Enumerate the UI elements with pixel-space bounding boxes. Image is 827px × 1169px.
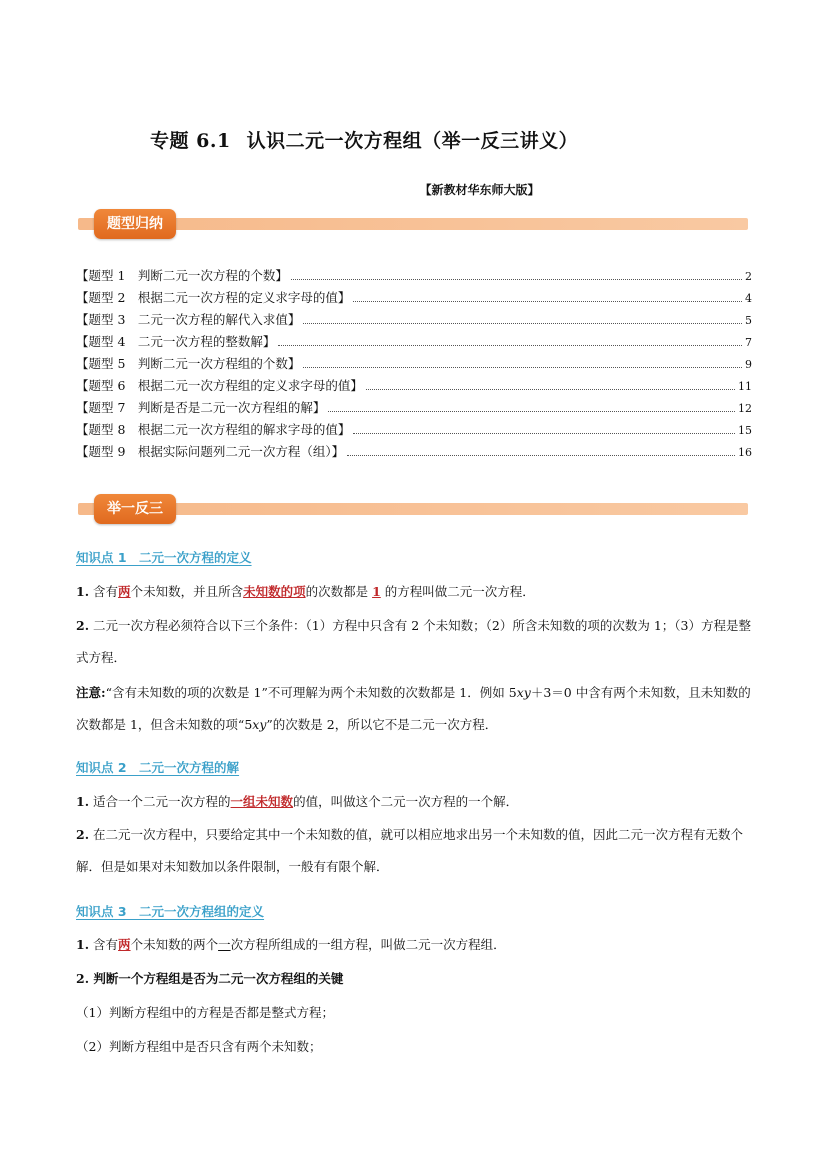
toc-item-page: 11 <box>738 380 752 393</box>
toc-leader-dots <box>303 314 742 324</box>
toc-item-label: 【题型 2 根据二元一次方程的定义求字母的值】 <box>76 290 351 305</box>
toc-item-page: 2 <box>745 270 752 283</box>
kp3-para-2: 2. 判断一个方程组是否为二元一次方程组的关键 <box>76 971 344 986</box>
toc-item-label: 【题型 1 判断二元一次方程的个数】 <box>76 268 288 283</box>
toc-leader-dots <box>353 292 742 302</box>
kp3-heading: 知识点 3 二元一次方程组的定义 <box>76 904 265 919</box>
kp3-para-3: （1）判断方程组中的方程是否都是整式方程； <box>76 1005 334 1020</box>
toc-item[interactable] <box>76 398 752 420</box>
toc-item[interactable] <box>76 354 752 376</box>
toc-item[interactable] <box>76 376 752 398</box>
toc-banner-tab: 题型归纳 <box>94 209 176 239</box>
toc-item-page: 4 <box>745 292 752 305</box>
title-number: 专题 6.1 <box>150 130 231 152</box>
toc-item[interactable] <box>76 310 752 332</box>
toc-item[interactable] <box>76 420 752 442</box>
toc-item-page: 5 <box>745 314 752 327</box>
kp1-heading: 知识点 1 二元一次方程的定义 <box>76 550 252 565</box>
toc-item[interactable] <box>76 332 752 354</box>
kp1-para-2: 2. 二元一次方程必须符合以下三个条件：（1）方程中只含有 2 个未知数；（2）所含未知数的项的次数为 1；（3）方程是整式方程． <box>76 618 751 665</box>
toc-banner <box>78 212 748 238</box>
toc-leader-dots <box>347 446 735 456</box>
toc-item-label: 【题型 4 二元一次方程的整数解】 <box>76 334 276 349</box>
kp3-para-1: 1. 含有两个未知数的两个一次方程所组成的一组方程，叫做二元一次方程组． <box>76 937 506 952</box>
toc-leader-dots <box>366 380 735 390</box>
toc-item[interactable] <box>76 266 752 288</box>
toc-leader-dots <box>353 424 735 434</box>
examples-banner-tab: 举一反三 <box>94 494 176 524</box>
toc-item-label: 【题型 8 根据二元一次方程组的解求字母的值】 <box>76 422 351 437</box>
toc-item-page: 7 <box>745 336 752 349</box>
title-text: 认识二元一次方程组（举一反三讲义） <box>246 130 579 152</box>
toc-item-label: 【题型 5 判断二元一次方程组的个数】 <box>76 356 301 371</box>
kp1-para-1: 1. 含有两个未知数，并且所含未知数的项的次数都是 1 的方程叫做二元一次方程． <box>76 584 535 599</box>
kp1-note: 注意:“含有未知数的项的次数是 1”不可理解为两个未知数的次数都是 1．例如 5xy＋3＝0 中含有两个未知数，且未知数的次数都是 1，但含未知数的项“5xy”的次数是 2，所以它不是二元一次方程． <box>76 685 751 732</box>
toc-item[interactable] <box>76 288 752 310</box>
kp2-para-2: 2. 在二元一次方程中，只要给定其中一个未知数的值，就可以相应地求出另一个未知数的值，因此二元一次方程有无数个解．但是如果对未知数加以条件限制，一般有有限个解． <box>76 827 744 874</box>
toc-item-page: 12 <box>738 402 752 415</box>
kp3-para-4: （2）判断方程组中是否只含有两个未知数； <box>76 1039 322 1054</box>
toc-item-page: 9 <box>745 358 752 371</box>
kp2-heading: 知识点 2 二元一次方程的解 <box>76 760 240 775</box>
edition-label: 【新教材华东师大版】 <box>419 183 540 197</box>
toc-item-label: 【题型 7 判断是否是二元一次方程组的解】 <box>76 400 326 415</box>
table-of-contents <box>76 266 752 464</box>
toc-item-page: 15 <box>738 424 752 437</box>
kp2-para-1: 1. 适合一个二元一次方程的一组未知数的值，叫做这个二元一次方程的一个解． <box>76 794 519 809</box>
toc-leader-dots <box>303 358 742 368</box>
examples-banner-bar <box>78 503 748 515</box>
examples-banner <box>78 497 748 523</box>
toc-leader-dots <box>291 270 742 280</box>
toc-banner-bar <box>78 218 748 230</box>
toc-item-label: 【题型 6 根据二元一次方程组的定义求字母的值】 <box>76 378 363 393</box>
toc-leader-dots <box>278 336 742 346</box>
toc-item[interactable] <box>76 442 752 464</box>
toc-item-label: 【题型 9 根据实际问题列二元一次方程（组）】 <box>76 444 345 459</box>
document-title <box>150 126 578 153</box>
toc-item-page: 16 <box>738 446 752 459</box>
toc-item-label: 【题型 3 二元一次方程的解代入求值】 <box>76 312 301 327</box>
toc-leader-dots <box>328 402 735 412</box>
